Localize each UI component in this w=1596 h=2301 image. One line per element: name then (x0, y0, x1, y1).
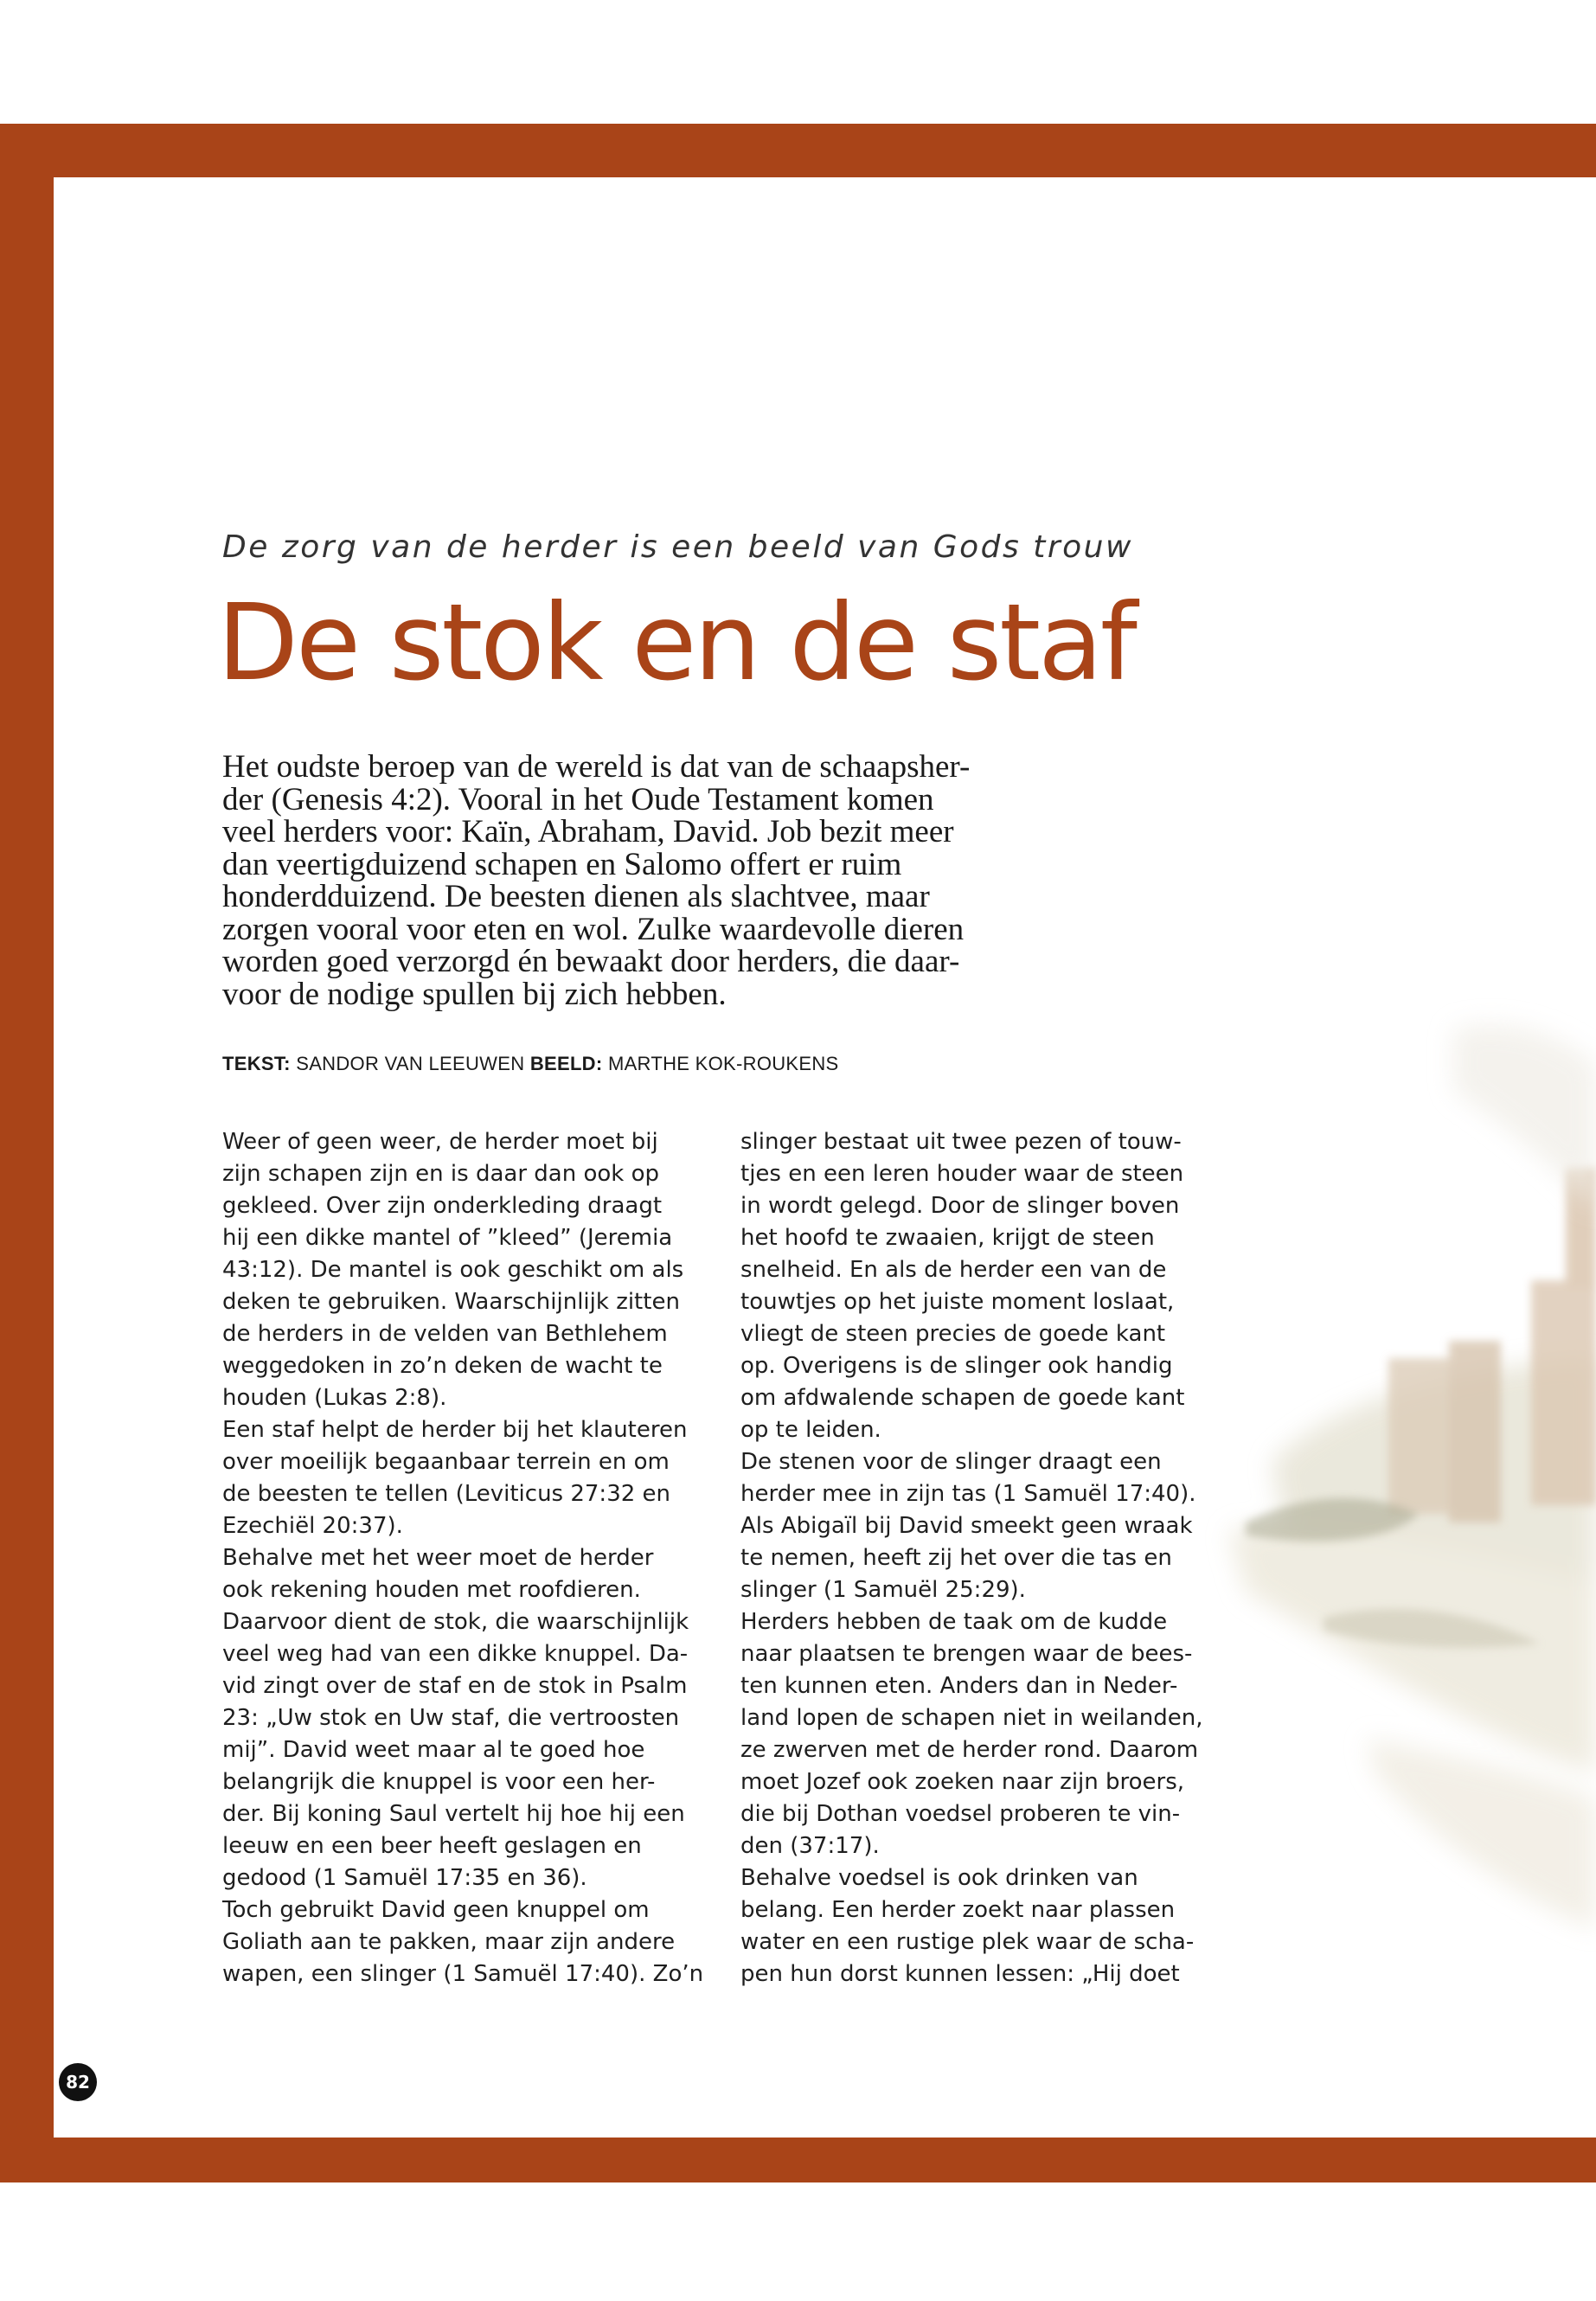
credit-illustrator: MARTHE KOK-ROUKENS (607, 1053, 839, 1074)
body-line: gekleed. Over zijn onderkleding draagt (222, 1193, 663, 1219)
body-column-left (222, 1126, 724, 1990)
body-line: Behalve voedsel is ook drinken van (740, 1865, 1138, 1891)
body-line: veel weg had van een dikke knuppel. Da- (222, 1641, 689, 1667)
body-line: pen hun dorst kunnen lessen: „Hij doet (740, 1961, 1180, 1987)
body-line: Weer of geen weer, de herder moet bij (222, 1129, 658, 1155)
article-title: De stok en de staf (217, 581, 1135, 704)
body-line: ze zwerven met de herder rond. Daarom (740, 1737, 1199, 1763)
credit-text-label: TEKST: (222, 1053, 291, 1074)
body-line: te nemen, heeft zij het over die tas en (740, 1545, 1172, 1571)
body-line: Toch gebruikt David geen knuppel om (222, 1897, 650, 1923)
body-line: moet Jozef ook zoeken naar zijn broers, (740, 1769, 1185, 1795)
body-line: deken te gebruiken. Waarschijnlijk zitten (222, 1289, 680, 1315)
article-kicker: De zorg van de herder is een beeld van Gods trouw (222, 529, 1133, 565)
body-column-right (740, 1126, 1242, 1990)
body-line: naar plaatsen te brengen waar de bees- (740, 1641, 1193, 1667)
body-line: op. Overigens is de slinger ook handig (740, 1353, 1173, 1379)
body-line: leeuw en een beer heeft geslagen en (222, 1833, 642, 1859)
body-line: ook rekening houden met roofdieren. (222, 1577, 641, 1603)
frame-top-border (0, 124, 1596, 177)
body-line: tjes en een leren houder waar de steen (740, 1161, 1184, 1187)
body-line: water en een rustige plek waar de scha- (740, 1929, 1195, 1955)
intro-line: veel herders voor: Kaïn, Abraham, David. Job bezit meer (222, 814, 954, 849)
body-line: om afdwalende schapen de goede kant (740, 1385, 1185, 1411)
article-intro (222, 751, 1087, 1010)
frame-bottom-border (0, 2138, 1596, 2182)
body-line: slinger bestaat uit twee pezen of touw- (740, 1129, 1182, 1155)
body-line: over moeilijk begaanbaar terrein en om (222, 1449, 670, 1475)
body-line: het hoofd te zwaaien, krijgt de steen (740, 1225, 1155, 1251)
body-line: Ezechiël 20:37). (222, 1513, 403, 1539)
body-line: mij”. David weet maar al te goed hoe (222, 1737, 645, 1763)
body-line: Herders hebben de taak om de kudde (740, 1609, 1168, 1635)
intro-line: honderdduizend. De beesten dienen als slachtvee, maar (222, 879, 930, 914)
body-line: snelheid. En als de herder een van de (740, 1257, 1167, 1283)
body-line: Goliath aan te pakken, maar zijn andere (222, 1929, 676, 1955)
page-number-badge: 82 (59, 2063, 97, 2101)
body-line: ten kunnen eten. Anders dan in Neder- (740, 1673, 1178, 1699)
credit-author: SANDOR VAN LEEUWEN (296, 1053, 525, 1074)
body-line: der. Bij koning Saul vertelt hij hoe hij een (222, 1801, 685, 1827)
frame-left-border (0, 124, 54, 2182)
body-line: gedood (1 Samuël 17:35 en 36). (222, 1865, 587, 1891)
body-line: 23: „Uw stok en Uw staf, die vertroosten (222, 1705, 680, 1731)
body-line: Een staf helpt de herder bij het klauteren (222, 1417, 688, 1443)
intro-line: worden goed verzorgd én bewaakt door herders, die daar- (222, 944, 960, 979)
body-line: Daarvoor dient de stok, die waarschijnlijk (222, 1609, 689, 1635)
body-line: hij een dikke mantel of ”kleed” (Jeremia (222, 1225, 673, 1251)
watercolor-illustration (1194, 995, 1596, 2137)
body-line: De stenen voor de slinger draagt een (740, 1449, 1162, 1475)
body-line: belangrijk die knuppel is voor een her- (222, 1769, 656, 1795)
intro-line: zorgen vooral voor eten en wol. Zulke waardevolle dieren (222, 911, 965, 947)
body-line: land lopen de schapen niet in weilanden, (740, 1705, 1203, 1731)
body-line: de beesten te tellen (Leviticus 27:32 en (222, 1481, 671, 1507)
body-line: houden (Lukas 2:8). (222, 1385, 447, 1411)
body-line: zijn schapen zijn en is daar dan ook op (222, 1161, 659, 1187)
intro-line: voor de nodige spullen bij zich hebben. (222, 976, 727, 1012)
body-line: de herders in de velden van Bethlehem (222, 1321, 668, 1347)
body-line: vliegt de steen precies de goede kant (740, 1321, 1166, 1347)
body-line: weggedoken in zo’n deken de wacht te (222, 1353, 663, 1379)
intro-line: Het oudste beroep van de wereld is dat van de schaapsher- (222, 749, 971, 785)
body-line: Als Abigaïl bij David smeekt geen wraak (740, 1513, 1193, 1539)
body-line: 43:12). De mantel is ook geschikt om als (222, 1257, 684, 1283)
body-line: wapen, een slinger (1 Samuël 17:40). Zo’n (222, 1961, 704, 1987)
body-line: vid zingt over de staf en de stok in Psalm (222, 1673, 688, 1699)
body-line: belang. Een herder zoekt naar plassen (740, 1897, 1176, 1923)
body-line: Behalve met het weer moet de herder (222, 1545, 654, 1571)
body-line: touwtjes op het juiste moment loslaat, (740, 1289, 1175, 1315)
credit-image-label: BEELD: (529, 1053, 603, 1074)
intro-line: der (Genesis 4:2). Vooral in het Oude Testament komen (222, 781, 934, 817)
body-line: in wordt gelegd. Door de slinger boven (740, 1193, 1180, 1219)
body-line: den (37:17). (740, 1833, 880, 1859)
body-line: herder mee in zijn tas (1 Samuël 17:40). (740, 1481, 1196, 1507)
body-line: die bij Dothan voedsel proberen te vin- (740, 1801, 1181, 1827)
article-credits (222, 1053, 1001, 1075)
body-line: slinger (1 Samuël 25:29). (740, 1577, 1026, 1603)
body-line: op te leiden. (740, 1417, 881, 1443)
intro-line: dan veertigduizend schapen en Salomo offert er ruim (222, 846, 902, 882)
